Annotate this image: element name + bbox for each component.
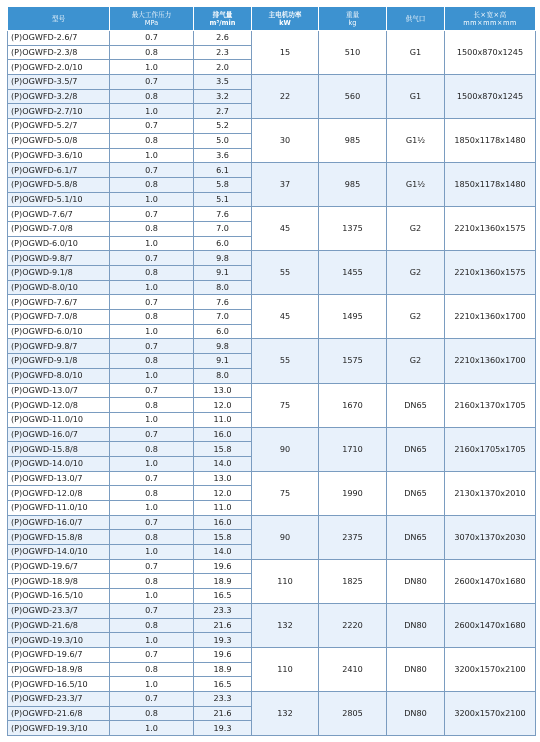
dimensions-cell: 2210x1360x1700 <box>445 339 536 383</box>
air-outlet-cell: DN80 <box>387 647 445 691</box>
air-outlet-cell: DN80 <box>387 691 445 735</box>
weight-cell: 2805 <box>319 691 387 735</box>
flow-cell: 9.8 <box>194 251 252 266</box>
motor-power-cell: 75 <box>252 383 319 427</box>
pressure-cell: 0.8 <box>110 354 194 369</box>
dimensions-cell: 2130x1370x2010 <box>445 471 536 515</box>
pressure-cell: 0.8 <box>110 662 194 677</box>
table-row <box>8 559 536 574</box>
flow-cell: 9.1 <box>194 266 252 281</box>
header-dimensions <box>445 7 536 31</box>
model-cell: (P)OGWFD-5.1/10 <box>8 192 110 207</box>
header-motor-power-label: 主电机功率 <box>268 10 302 19</box>
model-cell: (P)OGWFD-15.8/8 <box>8 530 110 545</box>
flow-cell: 2.3 <box>194 45 252 60</box>
flow-cell: 15.8 <box>194 530 252 545</box>
pressure-cell: 0.8 <box>110 45 194 60</box>
flow-cell: 19.6 <box>194 559 252 574</box>
pressure-cell: 0.7 <box>110 207 194 222</box>
model-cell: (P)OGWFD-16.5/10 <box>8 677 110 692</box>
model-cell: (P)OGWFD-3.6/10 <box>8 148 110 163</box>
flow-cell: 23.3 <box>194 691 252 706</box>
flow-cell: 16.0 <box>194 515 252 530</box>
pressure-cell: 1.0 <box>110 104 194 119</box>
dimensions-cell: 3200x1570x2100 <box>445 691 536 735</box>
dimensions-cell: 1500x870x1245 <box>445 31 536 75</box>
weight-cell: 2220 <box>319 603 387 647</box>
dimensions-cell: 2160x1370x1705 <box>445 383 536 427</box>
model-cell: (P)OGWFD-2.7/10 <box>8 104 110 119</box>
pressure-cell: 0.7 <box>110 427 194 442</box>
pressure-cell: 0.8 <box>110 221 194 236</box>
pressure-cell: 0.7 <box>110 119 194 134</box>
pressure-cell: 1.0 <box>110 677 194 692</box>
table-row <box>8 119 536 134</box>
pressure-cell: 0.8 <box>110 442 194 457</box>
flow-cell: 8.0 <box>194 280 252 295</box>
flow-cell: 19.3 <box>194 633 252 648</box>
flow-cell: 7.6 <box>194 295 252 310</box>
pressure-cell: 1.0 <box>110 148 194 163</box>
weight-cell: 1375 <box>319 207 387 251</box>
model-cell: (P)OGWD-16.0/7 <box>8 427 110 442</box>
motor-power-cell: 30 <box>252 119 319 163</box>
motor-power-cell: 132 <box>252 691 319 735</box>
motor-power-cell: 75 <box>252 471 319 515</box>
model-cell: (P)OGWD-12.0/8 <box>8 398 110 413</box>
pressure-cell: 1.0 <box>110 545 194 560</box>
model-cell: (P)OGWD-15.8/8 <box>8 442 110 457</box>
model-cell: (P)OGWFD-13.0/7 <box>8 471 110 486</box>
pressure-cell: 0.8 <box>110 530 194 545</box>
flow-cell: 13.0 <box>194 383 252 398</box>
air-outlet-cell: DN65 <box>387 515 445 559</box>
model-cell: (P)OGWFD-3.2/8 <box>8 89 110 104</box>
motor-power-cell: 15 <box>252 31 319 75</box>
flow-cell: 21.6 <box>194 618 252 633</box>
table-row <box>8 427 536 442</box>
pressure-cell: 1.0 <box>110 589 194 604</box>
weight-cell: 1825 <box>319 559 387 603</box>
model-cell: (P)OGWD-8.0/10 <box>8 280 110 295</box>
flow-cell: 9.1 <box>194 354 252 369</box>
model-cell: (P)OGWFD-12.0/8 <box>8 486 110 501</box>
pressure-cell: 1.0 <box>110 60 194 75</box>
air-outlet-cell: DN80 <box>387 559 445 603</box>
table-row <box>8 647 536 662</box>
model-cell: (P)OGWD-14.0/10 <box>8 456 110 471</box>
air-outlet-cell: G1 <box>387 31 445 75</box>
flow-cell: 2.0 <box>194 60 252 75</box>
motor-power-cell: 110 <box>252 559 319 603</box>
pressure-cell: 0.7 <box>110 295 194 310</box>
model-cell: (P)OGWFD-8.0/10 <box>8 368 110 383</box>
pressure-cell: 1.0 <box>110 456 194 471</box>
flow-cell: 19.6 <box>194 647 252 662</box>
dimensions-cell: 3070x1370x2030 <box>445 515 536 559</box>
weight-cell: 2375 <box>319 515 387 559</box>
weight-cell: 985 <box>319 119 387 163</box>
motor-power-cell: 110 <box>252 647 319 691</box>
pressure-cell: 0.8 <box>110 618 194 633</box>
model-cell: (P)OGWD-19.6/7 <box>8 559 110 574</box>
model-cell: (P)OGWFD-18.9/8 <box>8 662 110 677</box>
model-cell: (P)OGWFD-7.6/7 <box>8 295 110 310</box>
header-dimensions-label: 长×宽×高 <box>473 10 507 19</box>
header-weight-unit: kg <box>348 18 357 27</box>
model-cell: (P)OGWFD-16.0/7 <box>8 515 110 530</box>
flow-cell: 5.1 <box>194 192 252 207</box>
air-outlet-cell: G1 <box>387 75 445 119</box>
motor-power-cell: 55 <box>252 251 319 295</box>
header-flow-label: 排气量 <box>212 10 233 19</box>
pressure-cell: 1.0 <box>110 412 194 427</box>
table-row <box>8 75 536 90</box>
flow-cell: 7.6 <box>194 207 252 222</box>
flow-cell: 7.0 <box>194 310 252 325</box>
pressure-cell: 1.0 <box>110 633 194 648</box>
model-cell: (P)OGWFD-3.5/7 <box>8 75 110 90</box>
header-row <box>8 7 536 31</box>
model-cell: (P)OGWD-19.3/10 <box>8 633 110 648</box>
air-outlet-cell: G2 <box>387 295 445 339</box>
air-outlet-cell: G2 <box>387 207 445 251</box>
motor-power-cell: 22 <box>252 75 319 119</box>
dimensions-cell: 3200x1570x2100 <box>445 647 536 691</box>
flow-cell: 6.0 <box>194 236 252 251</box>
table-header <box>8 7 536 31</box>
pressure-cell: 0.8 <box>110 310 194 325</box>
model-cell: (P)OGWFD-7.0/8 <box>8 310 110 325</box>
table-row <box>8 163 536 178</box>
model-cell: (P)OGWD-18.9/8 <box>8 574 110 589</box>
pressure-cell: 1.0 <box>110 721 194 736</box>
flow-cell: 12.0 <box>194 486 252 501</box>
pressure-cell: 0.7 <box>110 647 194 662</box>
weight-cell: 510 <box>319 31 387 75</box>
weight-cell: 2410 <box>319 647 387 691</box>
weight-cell: 1990 <box>319 471 387 515</box>
header-weight-label: 重量 <box>345 10 360 19</box>
table-row <box>8 251 536 266</box>
model-cell: (P)OGWD-11.0/10 <box>8 412 110 427</box>
pressure-cell: 0.8 <box>110 706 194 721</box>
pressure-cell: 1.0 <box>110 324 194 339</box>
model-cell: (P)OGWFD-19.3/10 <box>8 721 110 736</box>
model-cell: (P)OGWFD-6.1/7 <box>8 163 110 178</box>
pressure-cell: 1.0 <box>110 192 194 207</box>
model-cell: (P)OGWFD-6.0/10 <box>8 324 110 339</box>
weight-cell: 1455 <box>319 251 387 295</box>
model-cell: (P)OGWFD-9.8/7 <box>8 339 110 354</box>
pressure-cell: 0.7 <box>110 251 194 266</box>
pressure-cell: 0.7 <box>110 603 194 618</box>
table-row <box>8 31 536 46</box>
flow-cell: 5.2 <box>194 119 252 134</box>
weight-cell: 1495 <box>319 295 387 339</box>
flow-cell: 2.6 <box>194 31 252 46</box>
flow-cell: 16.0 <box>194 427 252 442</box>
motor-power-cell: 45 <box>252 295 319 339</box>
pressure-cell: 0.7 <box>110 31 194 46</box>
header-flow-unit: m³/min <box>209 18 236 27</box>
air-outlet-cell: G2 <box>387 251 445 295</box>
model-cell: (P)OGWD-13.0/7 <box>8 383 110 398</box>
pressure-cell: 0.7 <box>110 163 194 178</box>
flow-cell: 9.8 <box>194 339 252 354</box>
weight-cell: 1670 <box>319 383 387 427</box>
air-outlet-cell: DN80 <box>387 603 445 647</box>
model-cell: (P)OGWD-9.1/8 <box>8 266 110 281</box>
flow-cell: 3.5 <box>194 75 252 90</box>
spec-table <box>7 6 536 736</box>
table-row <box>8 471 536 486</box>
header-dimensions-unit: mm×mm×mm <box>463 18 517 27</box>
flow-cell: 3.2 <box>194 89 252 104</box>
model-cell: (P)OGWD-7.6/7 <box>8 207 110 222</box>
header-air-outlet <box>387 7 445 31</box>
model-cell: (P)OGWFD-21.6/8 <box>8 706 110 721</box>
pressure-cell: 0.8 <box>110 574 194 589</box>
flow-cell: 11.0 <box>194 412 252 427</box>
model-cell: (P)OGWD-21.6/8 <box>8 618 110 633</box>
dimensions-cell: 2600x1470x1680 <box>445 603 536 647</box>
motor-power-cell: 37 <box>252 163 319 207</box>
motor-power-cell: 55 <box>252 339 319 383</box>
table-row <box>8 207 536 222</box>
table-row <box>8 295 536 310</box>
flow-cell: 5.8 <box>194 177 252 192</box>
flow-cell: 14.0 <box>194 545 252 560</box>
flow-cell: 3.6 <box>194 148 252 163</box>
model-cell: (P)OGWFD-5.2/7 <box>8 119 110 134</box>
header-model <box>8 7 110 31</box>
flow-cell: 16.5 <box>194 677 252 692</box>
pressure-cell: 0.8 <box>110 89 194 104</box>
header-max-pressure-unit: MPa <box>144 18 159 27</box>
flow-cell: 8.0 <box>194 368 252 383</box>
flow-cell: 6.0 <box>194 324 252 339</box>
motor-power-cell: 45 <box>252 207 319 251</box>
pressure-cell: 0.8 <box>110 266 194 281</box>
weight-cell: 985 <box>319 163 387 207</box>
dimensions-cell: 2210x1360x1700 <box>445 295 536 339</box>
pressure-cell: 0.8 <box>110 398 194 413</box>
flow-cell: 21.6 <box>194 706 252 721</box>
weight-cell: 1710 <box>319 427 387 471</box>
pressure-cell: 1.0 <box>110 236 194 251</box>
table-row <box>8 603 536 618</box>
pressure-cell: 0.8 <box>110 133 194 148</box>
motor-power-cell: 90 <box>252 515 319 559</box>
pressure-cell: 1.0 <box>110 368 194 383</box>
flow-cell: 7.0 <box>194 221 252 236</box>
dimensions-cell: 1850x1178x1480 <box>445 163 536 207</box>
pressure-cell: 0.8 <box>110 177 194 192</box>
table-body <box>8 31 536 736</box>
header-max-pressure-label: 最大工作压力 <box>131 10 172 19</box>
model-cell: (P)OGWFD-2.0/10 <box>8 60 110 75</box>
model-cell: (P)OGWFD-23.3/7 <box>8 691 110 706</box>
pressure-cell: 0.7 <box>110 559 194 574</box>
model-cell: (P)OGWFD-11.0/10 <box>8 501 110 516</box>
motor-power-cell: 90 <box>252 427 319 471</box>
flow-cell: 5.0 <box>194 133 252 148</box>
dimensions-cell: 2160x1705x1705 <box>445 427 536 471</box>
flow-cell: 11.0 <box>194 501 252 516</box>
flow-cell: 16.5 <box>194 589 252 604</box>
dimensions-cell: 1850x1178x1480 <box>445 119 536 163</box>
model-cell: (P)OGWFD-9.1/8 <box>8 354 110 369</box>
weight-cell: 1575 <box>319 339 387 383</box>
pressure-cell: 0.7 <box>110 691 194 706</box>
motor-power-cell: 132 <box>252 603 319 647</box>
flow-cell: 14.0 <box>194 456 252 471</box>
weight-cell: 560 <box>319 75 387 119</box>
flow-cell: 18.9 <box>194 662 252 677</box>
model-cell: (P)OGWFD-2.3/8 <box>8 45 110 60</box>
model-cell: (P)OGWFD-5.8/8 <box>8 177 110 192</box>
flow-cell: 19.3 <box>194 721 252 736</box>
pressure-cell: 0.8 <box>110 486 194 501</box>
model-cell: (P)OGWFD-19.6/7 <box>8 647 110 662</box>
table-row <box>8 339 536 354</box>
header-flow <box>194 7 252 31</box>
flow-cell: 18.9 <box>194 574 252 589</box>
header-weight <box>319 7 387 31</box>
air-outlet-cell: DN65 <box>387 471 445 515</box>
air-outlet-cell: DN65 <box>387 383 445 427</box>
dimensions-cell: 1500x870x1245 <box>445 75 536 119</box>
flow-cell: 6.1 <box>194 163 252 178</box>
flow-cell: 23.3 <box>194 603 252 618</box>
header-max-pressure <box>110 7 194 31</box>
pressure-cell: 0.7 <box>110 471 194 486</box>
dimensions-cell: 2210x1360x1575 <box>445 251 536 295</box>
model-cell: (P)OGWFD-2.6/7 <box>8 31 110 46</box>
model-cell: (P)OGWD-16.5/10 <box>8 589 110 604</box>
flow-cell: 13.0 <box>194 471 252 486</box>
pressure-cell: 0.7 <box>110 339 194 354</box>
model-cell: (P)OGWD-23.3/7 <box>8 603 110 618</box>
header-model-label: 型号 <box>51 14 66 23</box>
flow-cell: 15.8 <box>194 442 252 457</box>
header-air-outlet-label: 供气口 <box>405 14 426 23</box>
model-cell: (P)OGWD-6.0/10 <box>8 236 110 251</box>
air-outlet-cell: G2 <box>387 339 445 383</box>
pressure-cell: 0.7 <box>110 515 194 530</box>
pressure-cell: 1.0 <box>110 501 194 516</box>
table-row <box>8 383 536 398</box>
table-row <box>8 515 536 530</box>
table-row <box>8 691 536 706</box>
pressure-cell: 0.7 <box>110 75 194 90</box>
model-cell: (P)OGWD-7.0/8 <box>8 221 110 236</box>
model-cell: (P)OGWFD-14.0/10 <box>8 545 110 560</box>
pressure-cell: 1.0 <box>110 280 194 295</box>
pressure-cell: 0.7 <box>110 383 194 398</box>
model-cell: (P)OGWFD-5.0/8 <box>8 133 110 148</box>
flow-cell: 2.7 <box>194 104 252 119</box>
air-outlet-cell: DN65 <box>387 427 445 471</box>
air-outlet-cell: G1½ <box>387 119 445 163</box>
air-outlet-cell: G1½ <box>387 163 445 207</box>
dimensions-cell: 2600x1470x1680 <box>445 559 536 603</box>
dimensions-cell: 2210x1360x1575 <box>445 207 536 251</box>
header-motor-power-unit: kW <box>279 18 291 27</box>
flow-cell: 12.0 <box>194 398 252 413</box>
model-cell: (P)OGWD-9.8/7 <box>8 251 110 266</box>
header-motor-power <box>252 7 319 31</box>
